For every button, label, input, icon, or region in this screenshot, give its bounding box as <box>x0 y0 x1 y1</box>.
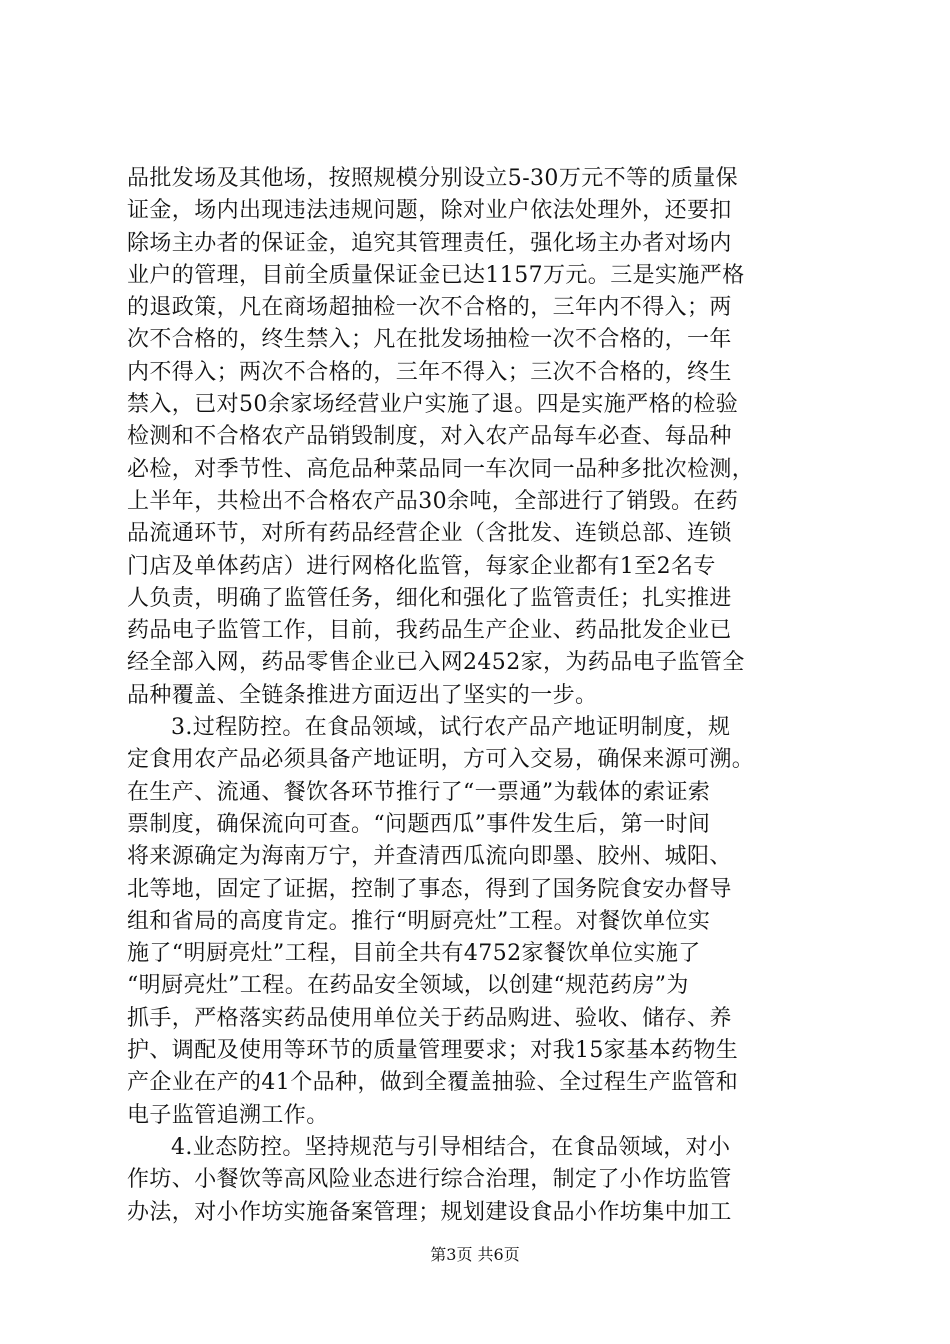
text-line: 将来源确定为海南万宁，并查清西瓜流向即墨、胶州、城阳、 <box>127 844 732 870</box>
text-line: 品种覆盖、全链条推进方面迈出了坚实的一步。 <box>127 682 598 708</box>
text-line: 禁入，已对50余家场经营业户实施了退。四是实施严格的检验 <box>127 392 739 418</box>
text-line: 次不合格的，终生禁入；凡在批发场抽检一次不合格的，一年 <box>127 327 732 353</box>
text-line: 门店及单体药店）进行网格化监管，每家企业都有1至2名专 <box>127 553 716 579</box>
text-line: 人负责，明确了监管任务，细化和强化了监管责任；扎实推进 <box>127 585 732 611</box>
text-line: 内不得入；两次不合格的，三年不得入；三次不合格的，终生 <box>127 359 732 385</box>
paragraph-first-line: 3.过程防控。在食品领域，试行农产品产地证明制度，规 <box>171 715 731 741</box>
text-line: 施了“明厨亮灶”工程，目前全共有4752家餐饮单位实施了 <box>127 941 701 967</box>
document-body <box>127 163 827 1229</box>
text-line: 票制度，确保流向可查。“问题西瓜”事件发生后，第一时间 <box>127 811 711 837</box>
text-line: 护、调配及使用等环节的质量管理要求；对我15家基本药物生 <box>127 1038 739 1064</box>
text-line: 产企业在产的41个品种，做到全覆盖抽验、全过程生产监管和 <box>127 1070 739 1096</box>
page-footer: 第3页 共6页 <box>430 1245 520 1264</box>
text-line: 检测和不合格农产品销毁制度，对入农产品每车必查、每品种 <box>127 424 732 450</box>
text-line: 在生产、流通、餐饮各环节推行了“一票通”为载体的索证索 <box>127 779 711 805</box>
text-line: 品批发场及其他场，按照规模分别设立5-30万元不等的质量保 <box>127 166 739 191</box>
text-line: 北等地，固定了证据，控制了事态，得到了国务院食安办督导 <box>127 876 732 902</box>
text-line: 上半年，共检出不合格农产品30余吨，全部进行了销毁。在药 <box>127 488 739 514</box>
paragraph-first-line: 4.业态防控。坚持规范与引导相结合，在食品领域，对小 <box>171 1134 731 1160</box>
text-line: 经全部入网，药品零售企业已入网2452家，为药品电子监管全 <box>127 650 745 676</box>
text-line: 组和省局的高度肯定。推行“明厨亮灶”工程。对餐饮单位实 <box>127 908 711 934</box>
text-line: 电子监管追溯工作。 <box>127 1102 329 1128</box>
text-line: 作坊、小餐饮等高风险业态进行综合治理，制定了小作坊监管 <box>127 1167 732 1193</box>
text-line: 证金，场内出现违法违规问题，除对业户依法处理外，还要扣 <box>127 198 732 224</box>
text-line: 药品电子监管工作，目前，我药品生产企业、药品批发企业已 <box>127 618 732 644</box>
text-line: 除场主办者的保证金，追究其管理责任，强化场主办者对场内 <box>127 230 732 256</box>
text-line: 办法，对小作坊实施备案管理；规划建设食品小作坊集中加工 <box>127 1199 732 1225</box>
text-line: 业户的管理，目前全质量保证金已达1157万元。三是实施严格 <box>127 262 745 288</box>
text-line: 定食用农产品必须具备产地证明，方可入交易，确保来源可溯。 <box>127 747 755 773</box>
text-line: 的退政策，凡在商场超抽检一次不合格的，三年内不得入；两 <box>127 295 732 321</box>
text-line: 抓手，严格落实药品使用单位关于药品购进、验收、储存、养 <box>127 1005 732 1031</box>
text-line: “明厨亮灶”工程。在药品安全领域，以创建“规范药房”为 <box>127 973 689 999</box>
text-line: 品流通环节，对所有药品经营企业（含批发、连锁总部、连锁 <box>127 521 732 547</box>
text-line: 必检，对季节性、高危品种菜品同一车次同一品种多批次检测， <box>127 456 755 482</box>
